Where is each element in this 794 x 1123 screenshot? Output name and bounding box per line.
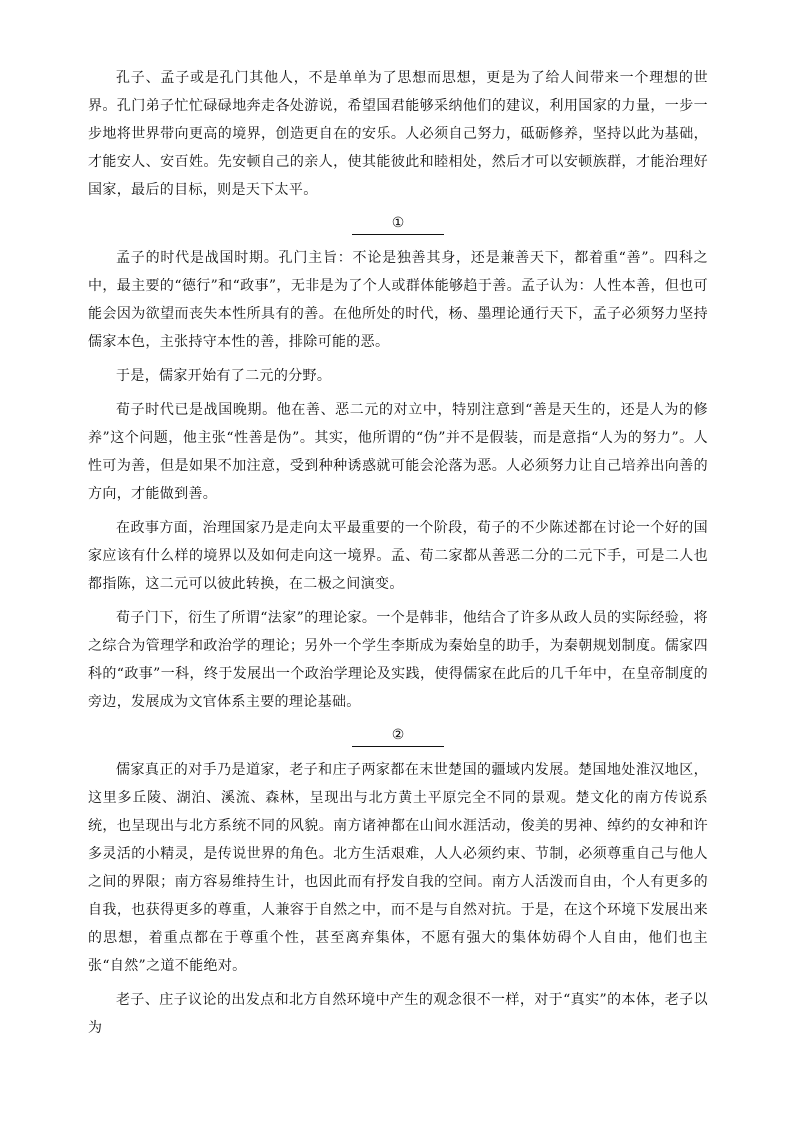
section-intro [88, 64, 708, 204]
document-page [88, 64, 708, 1048]
blank-marker-1: ① [391, 215, 405, 231]
heading-blank-2 [88, 724, 708, 746]
section-mencius-xunzi [88, 244, 708, 716]
paragraph-dualism: 于是，儒家开始有了二元的分野。 [116, 368, 332, 384]
paragraph-xunzi-nature: 荀子时代已是战国晚期。他在善、恶二元的对立中，特别注意到“善是天生的，还是人为的修养”这个问题，他主张“性善是伪”。其实，他所谓的“伪”并不是假装，而是意指“人为的努力”。人性可为善，但是如果不加注意，受到种种诱惑就可能会沦落为恶。人必须努力让自己培养出向善的方向，才能做到善。 [88, 402, 708, 502]
paragraph-daoism-chu: 儒家真正的对手乃是道家，老子和庄子两家都在末世楚国的疆域内发展。楚国地处淮汉地区，这里多丘陵、湖泊、溪流、森林，呈现出与北方黄土平原完全不同的景观。楚文化的南方传说系统，也呈现出与北方系统不同的风貌。南方诸神都在山间水涯活动，俊美的男神、绰约的女神和许多灵活的小精灵，是传说世界的角色。北方生活艰难，人人必须约束、节制，必须尊重自己与他人之间的界限；南方容易维持生计，也因此而有抒发自我的空间。南方人活泼而自由，个人有更多的自我，也获得更多的尊重，人兼容于自然之中，而不是与自然对抗。于是，在这个环境下发展出来的思想，着重点都在于尊重个性，甚至离弃集体，不愿有强大的集体妨碍个人自由，他们也主张“自然”之道不能绝对。 [88, 762, 708, 974]
heading-blank-1 [88, 212, 708, 234]
blank-marker-2: ② [391, 727, 405, 743]
blank-line-1 [352, 212, 444, 235]
paragraph-confucian-ideal: 孔子、孟子或是孔门其他人，不是单单为了思想而思想，更是为了给人间带来一个理想的世界。孔门弟子忙忙碌碌地奔走各处游说，希望国君能够采纳他们的建议，利用国家的力量，一步一步地将世界带向更高的境界，创造更自在的安乐。人必须自己努力，砥砺修养，坚持以此为基础，才能安人、安百姓。先安顿自己的亲人，使其能彼此和睦相处，然后才可以安顿族群，才能治理好国家，最后的目标，则是天下太平。 [88, 70, 708, 198]
paragraph-laozi-zhuangzi: 老子、庄子议论的出发点和北方自然环境中产生的观念很不一样，对于“真实”的本体，老子以为 [88, 992, 708, 1036]
paragraph-xunzi-politics: 在政事方面，治理国家乃是走向太平最重要的一个阶段，荀子的不少陈述都在讨论一个好的国家应该有什么样的境界以及如何走向这一境界。孟、荀二家都从善恶二分的二元下手，可是二人也都指陈，这二元可以彼此转换，在二极之间演变。 [88, 520, 708, 592]
blank-line-2 [352, 724, 444, 747]
paragraph-mencius: 孟子的时代是战国时期。孔门主旨：不论是独善其身，还是兼善天下，都着重“善”。四科之中，最主要的“德行”和“政事”，无非是为了个人或群体能够趋于善。孟子认为：人性本善，但也可能会因为欲望而丧失本性所具有的善。在他所处的时代，杨、墨理论通行天下，孟子必须努力坚持儒家本色，主张持守本性的善，排除可能的恶。 [88, 250, 708, 350]
paragraph-legalists: 荀子门下，衍生了所谓“法家”的理论家。一个是韩非，他结合了许多从政人员的实际经验，将之综合为管理学和政治学的理论；另外一个学生李斯成为秦始皇的助手，为秦朝规划制度。儒家四科的“政事”一科，终于发展出一个政治学理论及实践，使得儒家在此后的几千年中，在皇帝制度的旁边，发展成为文官体系主要的理论基础。 [88, 610, 708, 710]
section-daoism [88, 756, 708, 1042]
